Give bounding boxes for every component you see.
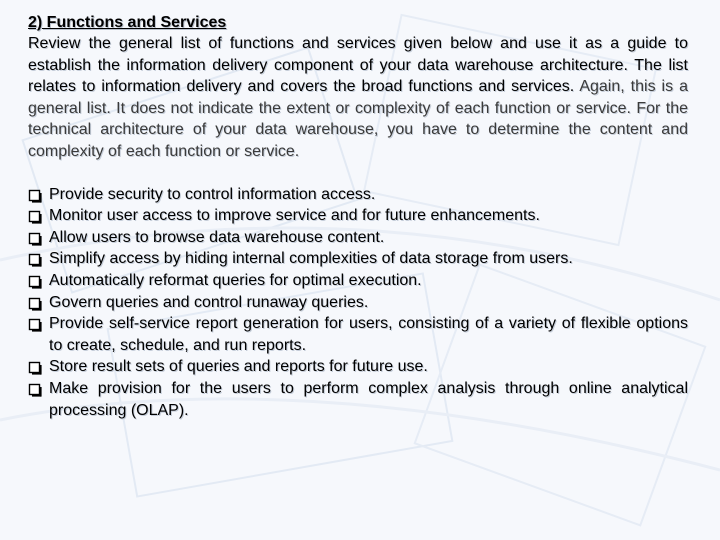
list-item bbox=[28, 248, 688, 270]
intro-text-part-2: Again, this is a general list. It does not indicate the extent or complexity of each function or service. For the technical architecture of your data warehouse, you have to determine the content and complexity of each function or service. bbox=[28, 78, 688, 160]
list-item bbox=[28, 378, 688, 421]
checkbox-bullet-icon bbox=[28, 209, 42, 223]
checkbox-bullet-icon bbox=[28, 231, 42, 245]
list-item-text: Store result sets of queries and reports for future use. bbox=[49, 358, 428, 376]
checkbox-bullet-icon bbox=[28, 317, 42, 331]
checkbox-bullet-icon bbox=[28, 188, 42, 202]
list-item-text: Provide security to control information access. bbox=[49, 185, 376, 203]
services-list bbox=[28, 184, 688, 422]
list-item-text: Automatically reformat queries for optimal execution. bbox=[49, 271, 422, 289]
list-item-text: Govern queries and control runaway queries. bbox=[49, 293, 369, 311]
list-item bbox=[28, 292, 688, 314]
checkbox-bullet-icon bbox=[28, 274, 42, 288]
list-item bbox=[28, 227, 688, 249]
list-item bbox=[28, 313, 688, 356]
slide-content bbox=[28, 12, 688, 421]
checkbox-bullet-icon bbox=[28, 296, 42, 310]
list-item-text: Simplify access by hiding internal complexities of data storage from users. bbox=[49, 250, 573, 268]
list-item bbox=[28, 184, 688, 206]
checkbox-bullet-icon bbox=[28, 252, 42, 266]
list-item-text: Monitor user access to improve service and for future enhancements. bbox=[49, 207, 540, 225]
intro-text-part-1: Review the general list of functions and services given below and use it as a guide to establish the information delivery component of your data warehouse architecture. The list relates to information delivery and covers the broad functions and services. bbox=[28, 35, 688, 96]
list-item bbox=[28, 205, 688, 227]
checkbox-bullet-icon bbox=[28, 382, 42, 396]
list-item-text: Allow users to browse data warehouse content. bbox=[49, 228, 385, 246]
list-item-text: Provide self-service report generation for users, consisting of a variety of flexible options to create, schedule, and run reports. bbox=[49, 315, 688, 354]
intro-paragraph bbox=[28, 33, 688, 163]
list-item bbox=[28, 356, 688, 378]
list-item bbox=[28, 270, 688, 292]
section-heading: 2) Functions and Services bbox=[28, 14, 227, 31]
list-item-text: Make provision for the users to perform complex analysis through online analytical processing (OLAP). bbox=[49, 379, 688, 419]
checkbox-bullet-icon bbox=[28, 360, 42, 374]
